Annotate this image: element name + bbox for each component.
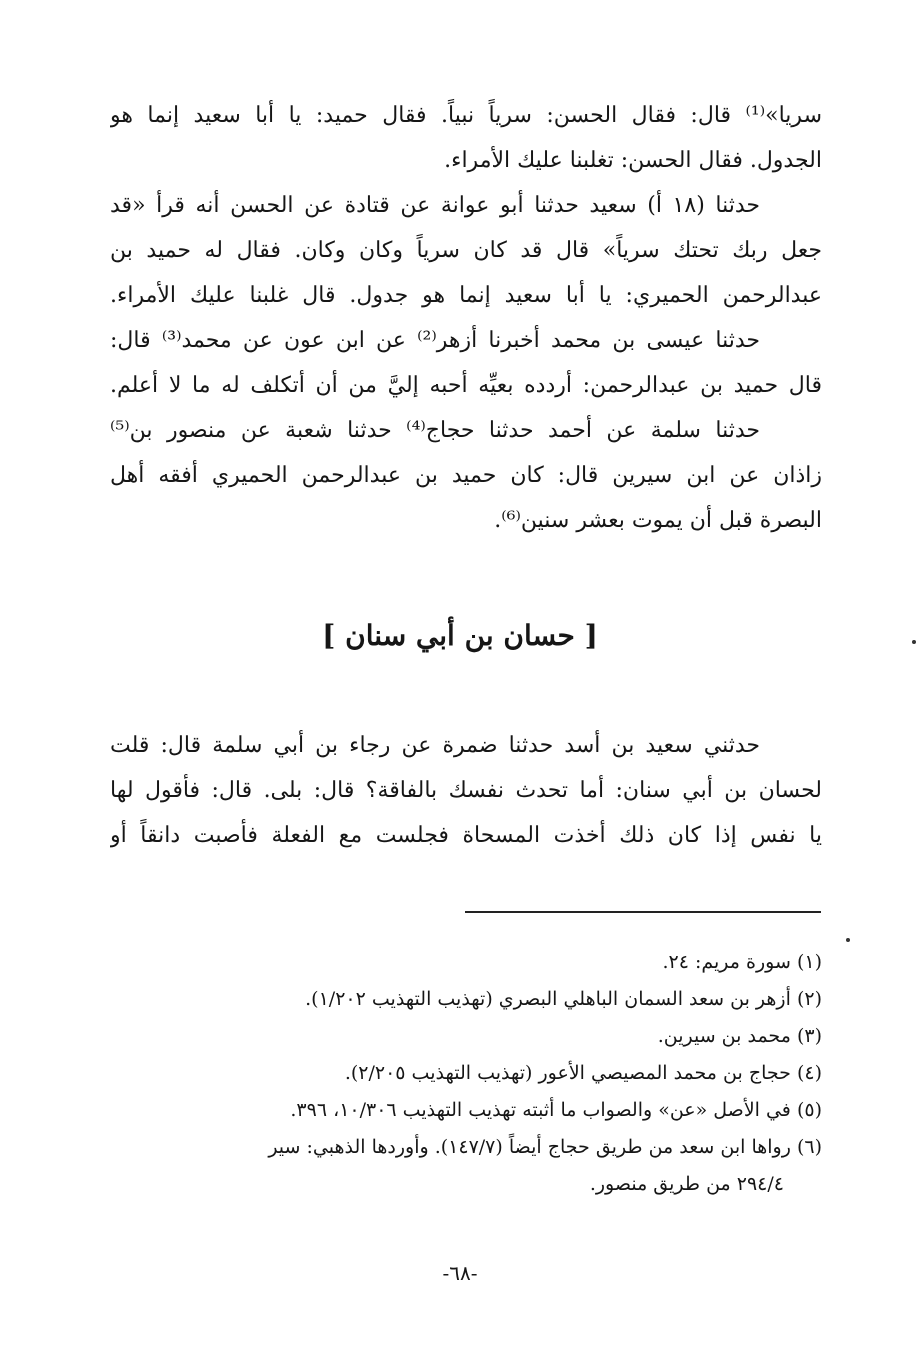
footnote-6: (٦) رواها ابن سعد من طريق حجاج أيضاً (١٤٧/٧). وأوردها الذهبي: سير <box>268 1136 822 1158</box>
footnote-2: (٢) أزهر بن سعد السمان الباهلي البصري (تهذيب التهذيب ١/٢٠٢). <box>305 988 822 1010</box>
scan-speck <box>912 640 916 644</box>
text-line: حدثنا (١٨ أ) سعيد حدثنا أبو عوانة عن قتادة عن الحسن أنه قرأ «قد <box>110 193 760 218</box>
section-paragraph <box>110 723 822 858</box>
footnote-1: (١) سورة مريم: ٢٤. <box>662 951 822 973</box>
footnote-3: (٣) محمد بن سيرين. <box>657 1025 822 1047</box>
text-line: لحسان بن أبي سنان: أما تحدث نفسك بالفاقة؟ قال: بلى. قال: فأقول لها <box>110 778 822 803</box>
section-heading: [ حسان بن أبي سنان ] <box>322 619 598 652</box>
text-line: حدثنا عيسى بن محمد أخبرنا أزهر⁽²⁾ عن ابن عون عن محمد⁽³⁾ قال: <box>110 328 761 353</box>
text-line: قال حميد بن عبدالرحمن: أردده بعيِّه أحبه إليَّ من أن أتكلف له ما لا أعلم. <box>110 373 822 398</box>
footnotes <box>140 944 822 1203</box>
footnote-5: (٥) في الأصل «عن» والصواب ما أثبته تهذيب التهذيب ١٠/٣٠٦، ٣٩٦. <box>290 1099 822 1121</box>
footnote-6-continuation: ٢٩٤/٤ من طريق منصور. <box>589 1173 784 1195</box>
text-line: يا نفس إذا كان ذلك أخذت المسحاة فجلست مع الفعلة فأصبت دانقاً أو <box>110 823 822 848</box>
page-number: -٦٨- <box>442 1261 478 1285</box>
footnote-divider <box>465 911 821 913</box>
text-line: حدثنا سلمة عن أحمد حدثنا حجاج⁽⁴⁾ حدثنا شعبة عن منصور بن⁽⁵⁾ <box>110 418 760 443</box>
text-line: عبدالرحمن الحميري: يا أبا سعيد إنما هو جدول. قال غلبنا عليك الأمراء. <box>110 283 822 308</box>
text-line: زاذان عن ابن سيرين قال: كان حميد بن عبدالرحمن الحميري أفقه أهل <box>110 463 822 488</box>
top-paragraphs <box>110 93 822 543</box>
text-line: سريا»⁽¹⁾ قال: فقال الحسن: سرياً نبياً. فقال حميد: يا أبا سعيد إنما هو <box>110 103 822 128</box>
text-line: جعل ربك تحتك سرياً» قال قد كان سرياً وكان وكان. فقال له حميد بن <box>110 238 822 263</box>
text-line: البصرة قبل أن يموت بعشر سنين⁽⁶⁾. <box>494 508 822 533</box>
text-line: الجدول. فقال الحسن: تغلبنا عليك الأمراء. <box>444 148 822 173</box>
text-line: حدثني سعيد بن أسد حدثنا ضمرة عن رجاء بن أبي سلمة قال: قلت <box>110 733 760 758</box>
scan-speck <box>846 938 850 942</box>
footnote-4: (٤) حجاج بن محمد المصيصي الأعور (تهذيب التهذيب ٢/٢٠٥). <box>344 1062 822 1084</box>
